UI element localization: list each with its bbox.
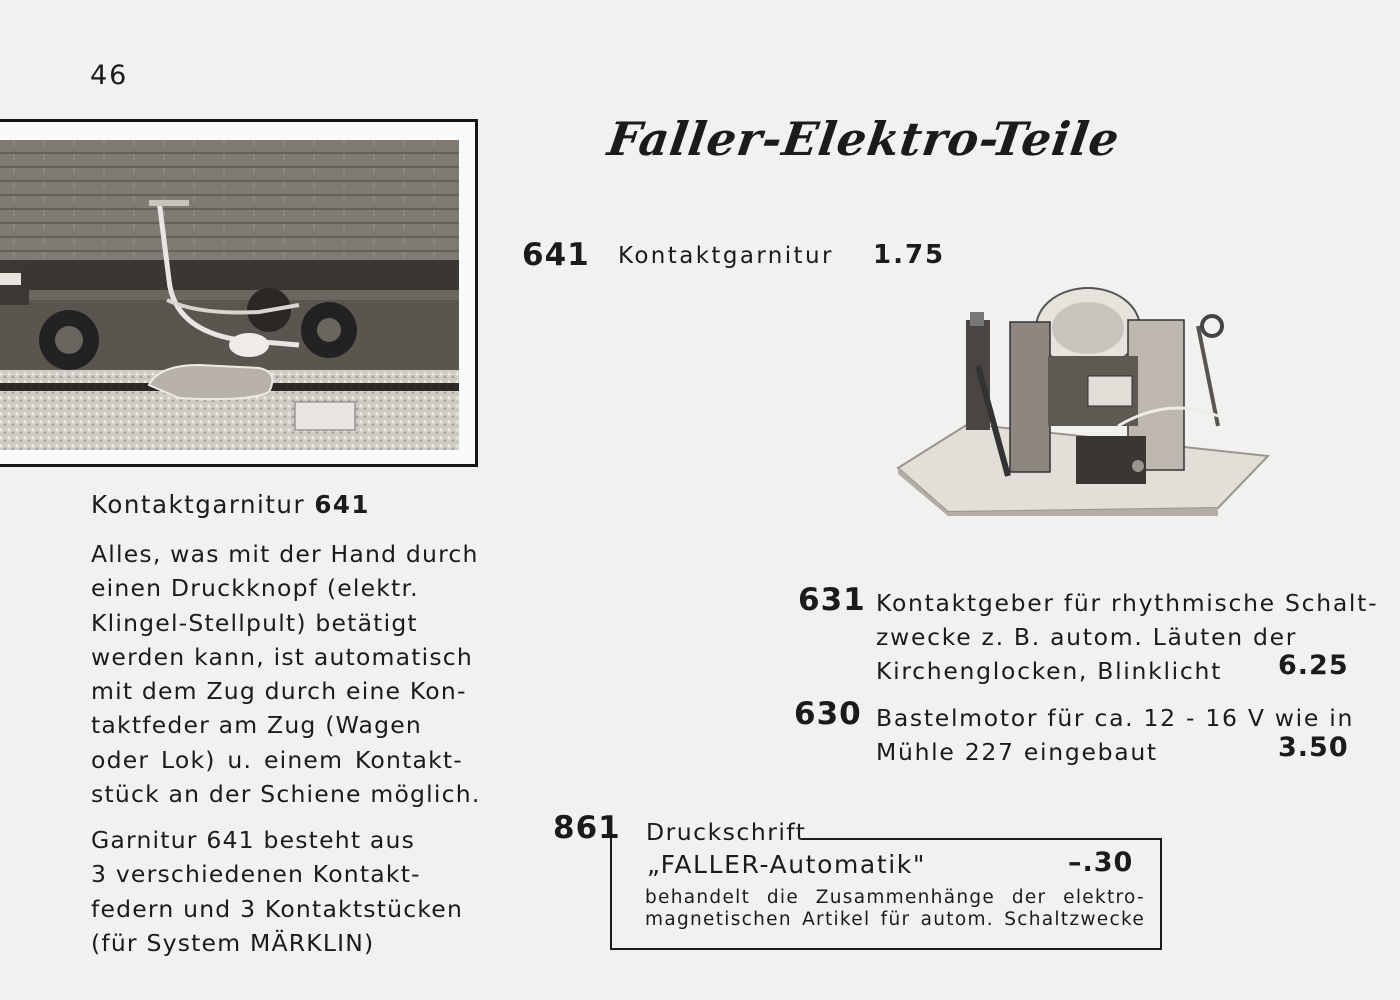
item-price-641: 1.75 — [873, 240, 946, 270]
contact-set-description — [91, 537, 481, 811]
body-line: oder Lok) u. einem Kontakt- — [91, 745, 463, 774]
desc-line: behandelt die Zusammenhänge der elektro- — [645, 887, 1145, 908]
item-label-861: Druckschrift — [646, 818, 807, 846]
contact-set-heading — [91, 490, 370, 519]
brochure-description — [645, 887, 1145, 931]
item-description-631 — [876, 586, 1379, 688]
item-name-641: Kontaktgarnitur — [618, 243, 834, 269]
page-title: Faller-Elektro-Teile — [604, 112, 1124, 166]
body-line: Klingel-Stellpult) betätigt — [91, 608, 418, 637]
item-code-861: 861 — [553, 810, 621, 846]
body-line: (für System MÄRKLIN) — [91, 928, 375, 957]
body-line: mit dem Zug durch eine Kon- — [91, 677, 467, 706]
item-price-861: –.30 — [1068, 847, 1134, 878]
body-line: werden kann, ist automatisch — [91, 642, 474, 671]
desc-line: zwecke z. B. autom. Läuten der — [876, 623, 1298, 651]
desc-line: Kirchenglocken, Blinklicht — [876, 657, 1223, 685]
body-line: federn und 3 Kontaktstücken — [91, 894, 464, 923]
heading-name: Kontaktgarnitur — [91, 490, 306, 519]
contact-set-photo — [0, 119, 478, 467]
desc-line: Kontaktgeber für rhythmische Schalt- — [876, 589, 1379, 617]
desc-line: Mühle 227 eingebaut — [876, 738, 1158, 766]
desc-line: magnetischen Artikel für autom. Schaltzwecke — [645, 909, 1145, 930]
item-code-641: 641 — [522, 237, 590, 273]
body-line: einen Druckknopf (elektr. — [91, 574, 419, 603]
page-number: 46 — [90, 60, 129, 91]
item-code-630: 630 — [794, 696, 862, 732]
heading-code: 641 — [314, 490, 370, 519]
body-line: 3 verschiedenen Kontakt- — [91, 860, 421, 889]
item-price-630: 3.50 — [1278, 732, 1349, 763]
item-description-630 — [876, 701, 1355, 769]
body-line: stück an der Schiene möglich. — [91, 780, 481, 809]
body-line: Alles, was mit der Hand durch — [91, 540, 479, 568]
item-price-631: 6.25 — [1278, 650, 1349, 681]
desc-line: Bastelmotor für ca. 12 - 16 V wie in — [876, 704, 1355, 732]
item-code-631: 631 — [798, 582, 866, 618]
contact-maker-photo — [888, 276, 1288, 520]
body-line: taktfeder am Zug (Wagen — [91, 711, 422, 740]
contact-set-contents — [91, 823, 463, 960]
brochure-title: „FALLER-Automatik" — [647, 850, 926, 879]
body-line: Garnitur 641 besteht aus — [91, 826, 416, 854]
